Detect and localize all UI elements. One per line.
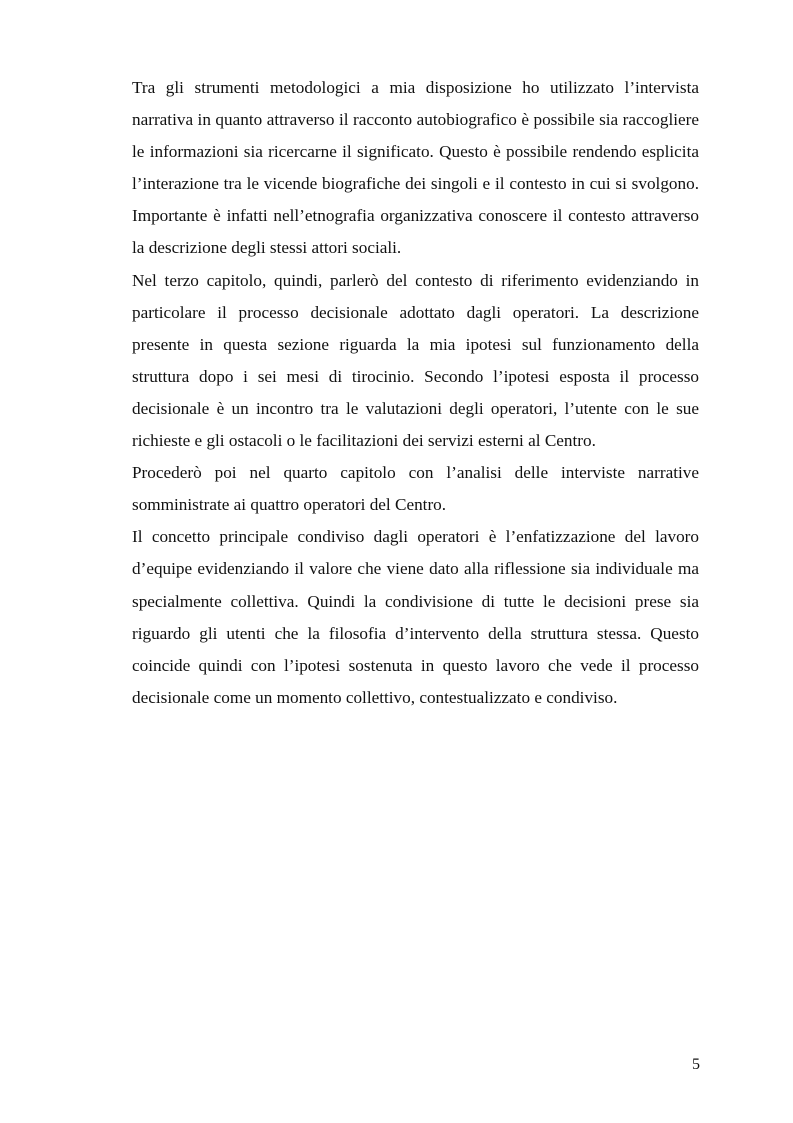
paragraph-main-concept: Il concetto principale condiviso dagli operatori è l’enfatizzazione del lavoro d’equipe evidenziando il valore che viene dato alla riflessione sia individuale ma specialmente collettiva. Quindi la condivisione di tutte le decisioni prese sia riguardo gli utenti che la filosofia d’intervento della struttura stessa. Questo coincide quindi con l’ipotesi sostenuta in questo lavoro che vede il processo decisionale come un momento collettivo, contestualizzato e condiviso. [132, 527, 699, 707]
paragraph-methodology: Tra gli strumenti metodologici a mia disposizione ho utilizzato l’intervista narrativa in quanto attraverso il racconto autobiografico è possibile sia raccogliere le informazioni sia ricercarne il significato. Questo è possibile rendendo esplicita l’interazione tra le vicende biografiche dei singoli e il contesto in cui si svolgono. Importante è infatti nell’etnografia organizzativa conoscere il contesto attraverso la descrizione degli stessi attori sociali. [132, 78, 699, 258]
paragraph-chapter-three: Nel terzo capitolo, quindi, parlerò del contesto di riferimento evidenziando in particolare il processo decisionale adottato dagli operatori. La descrizione presente in questa sezione riguarda la mia ipotesi sul funzionamento della struttura dopo i sei mesi di tirocinio. Secondo l’ipotesi esposta il processo decisionale è un incontro tra le valutazioni degli operatori, l’utente con le sue richieste e gli ostacoli o le facilitazioni dei servizi esterni al Centro. [132, 270, 699, 451]
paragraph-chapter-four: Procederò poi nel quarto capitolo con l’analisi delle interviste narrative somministrate ai quattro operatori del Centro. [132, 463, 699, 515]
page-number: 5 [692, 1056, 700, 1073]
body-text [132, 72, 699, 714]
